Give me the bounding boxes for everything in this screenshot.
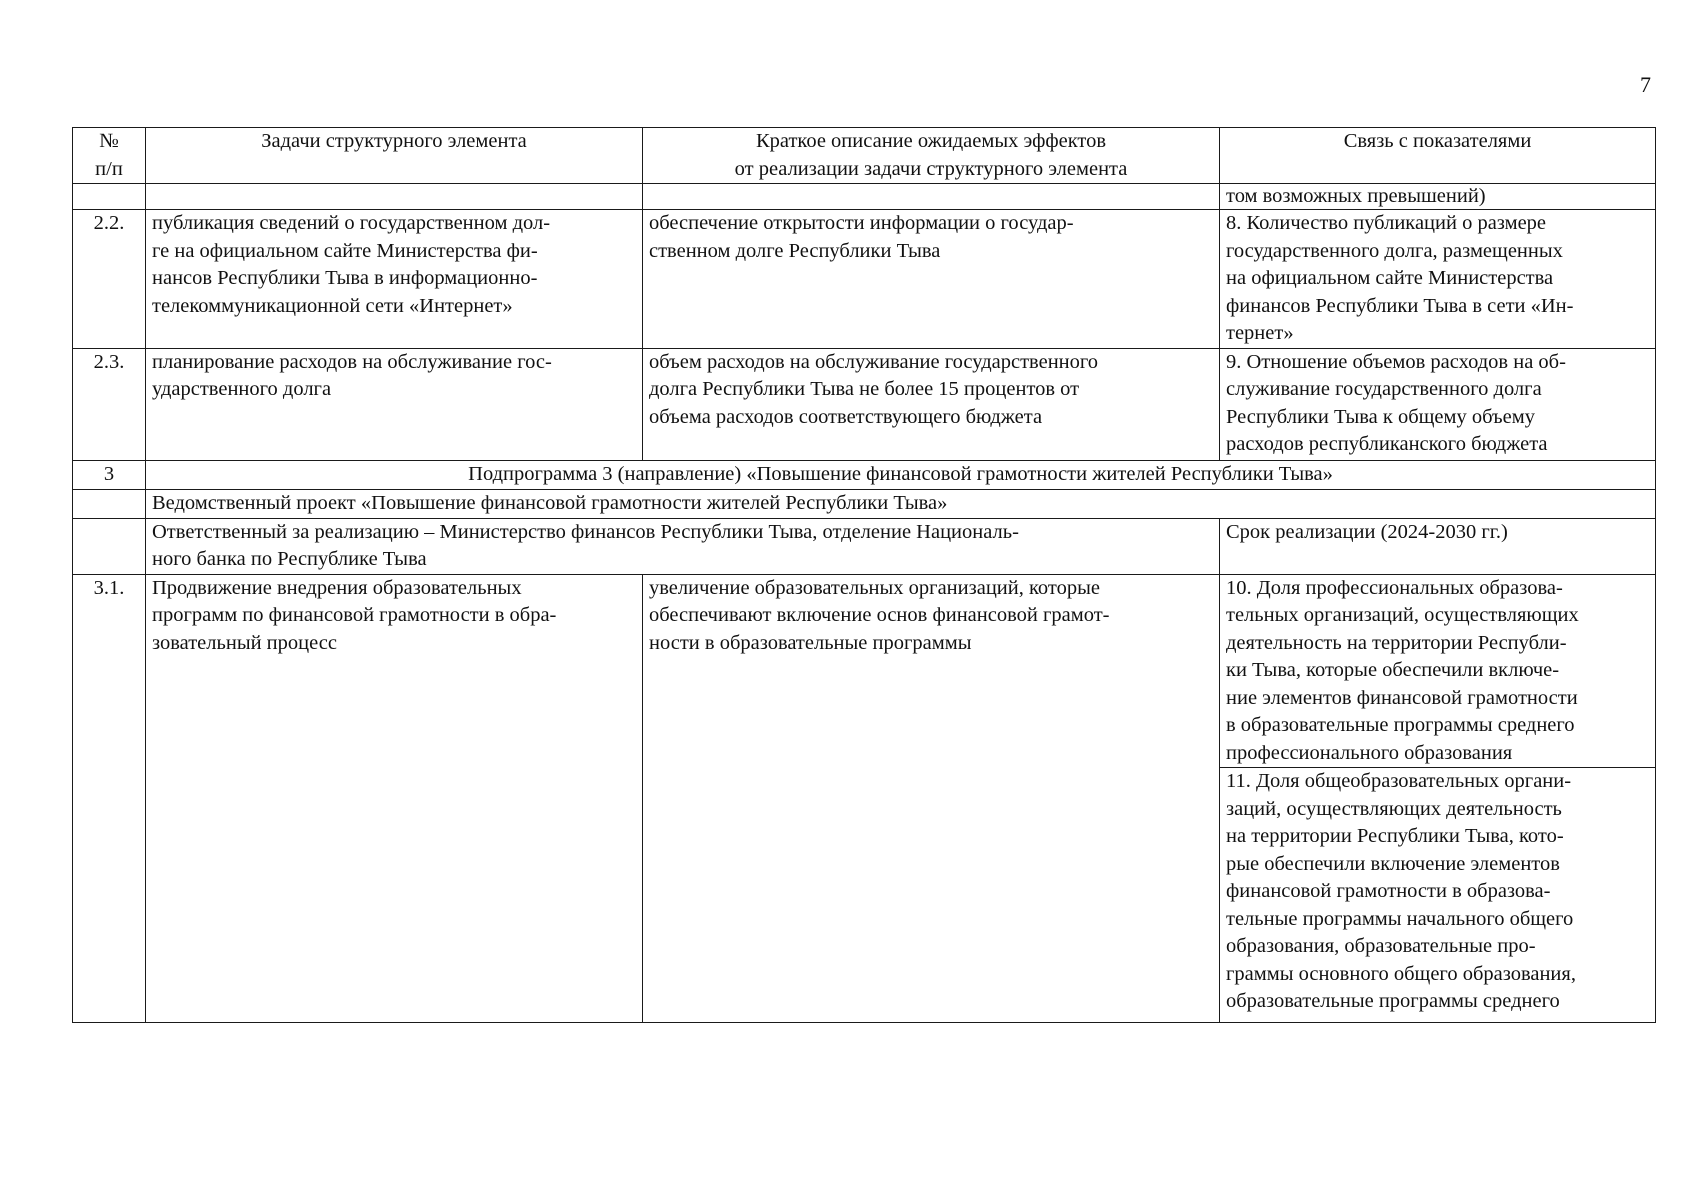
- structural-element-table: [72, 127, 1656, 1023]
- project-title: Ведомственный проект «Повышение финансовой грамотности жителей Республики Тыва»: [146, 489, 1656, 518]
- effect-cell: объем расходов на обслуживание государственного долга Республики Тыва не более 15 процентов от объема расходов соответствующего бюджета: [643, 348, 1220, 460]
- row-number: 2.3.: [73, 348, 146, 460]
- cell-empty: [146, 184, 643, 210]
- page-number: 7: [1640, 72, 1651, 97]
- table-row-subprogram-3: [73, 460, 1656, 489]
- header-effects: Краткое описание ожидаемых эффектов от реализации задачи структурного элемента: [643, 128, 1220, 184]
- table-row-continuation: [73, 184, 1656, 210]
- indicator-cell-11: 11. Доля общеобразовательных органи- заций, осуществляющих деятельность на территории Республики Тыва, кото- рые обеспечили включение элементов финансовой грамотности в образова- тельные программы начального общего образования, образовательные про- граммы основного общего образования, образовательные программы среднего: [1220, 768, 1656, 1023]
- indicator-cell: 9. Отношение объемов расходов на об- служивание государственного долга Республики Тыва к общему объему расходов республиканского бюджета: [1220, 348, 1656, 460]
- indicator-cell-10: 10. Доля профессиональных образова- тельных организаций, осуществляющих деятельность на территории Республи- ки Тыва, которые обеспечили включе- ние элементов финансовой грамотности в образовательные программы среднего профессионального образования: [1220, 574, 1656, 768]
- task-cell: публикация сведений о государственном дол- ге на официальном сайте Министерства фи- нансов Республики Тыва в информационно- телекоммуникационной сети «Интернет»: [146, 210, 643, 349]
- header-link: Связь с показателями: [1220, 128, 1656, 184]
- cell-empty: [73, 518, 146, 574]
- task-cell: Продвижение внедрения образовательных программ по финансовой грамотности в обра- зовательный процесс: [146, 574, 643, 1023]
- table-row-project: [73, 489, 1656, 518]
- cell-empty: [73, 184, 146, 210]
- row-number: 3.1.: [73, 574, 146, 1023]
- term-cell: Срок реализации (2024-2030 гг.): [1220, 518, 1656, 574]
- effect-cell: увеличение образовательных организаций, которые обеспечивают включение основ финансовой грамот- ности в образовательные программы: [643, 574, 1220, 1023]
- header-num: № п/п: [73, 128, 146, 184]
- table-row-2-2: [73, 210, 1656, 349]
- table-row-2-3: [73, 348, 1656, 460]
- effect-cell: обеспечение открытости информации о государ- ственном долге Республики Тыва: [643, 210, 1220, 349]
- header-tasks: Задачи структурного элемента: [146, 128, 643, 184]
- row-number: 3: [73, 460, 146, 489]
- table-row-responsible: [73, 518, 1656, 574]
- responsible-cell: Ответственный за реализацию – Министерство финансов Республики Тыва, отделение Националь- ного банка по Республике Тыва: [146, 518, 1220, 574]
- cell-empty: [643, 184, 1220, 210]
- task-cell: планирование расходов на обслуживание гос- ударственного долга: [146, 348, 643, 460]
- subprogram-title: Подпрограмма 3 (направление) «Повышение финансовой грамотности жителей Республики Тыва»: [146, 460, 1656, 489]
- cell-empty: [73, 489, 146, 518]
- row-number: 2.2.: [73, 210, 146, 349]
- table-row-3-1: [73, 574, 1656, 768]
- indicator-cell: 8. Количество публикаций о размере государственного долга, размещенных на официальном сайте Министерства финансов Республики Тыва в сети «Ин- тернет»: [1220, 210, 1656, 349]
- continuation-cell: том возможных превышений): [1220, 184, 1656, 210]
- table-header-row: [73, 128, 1656, 184]
